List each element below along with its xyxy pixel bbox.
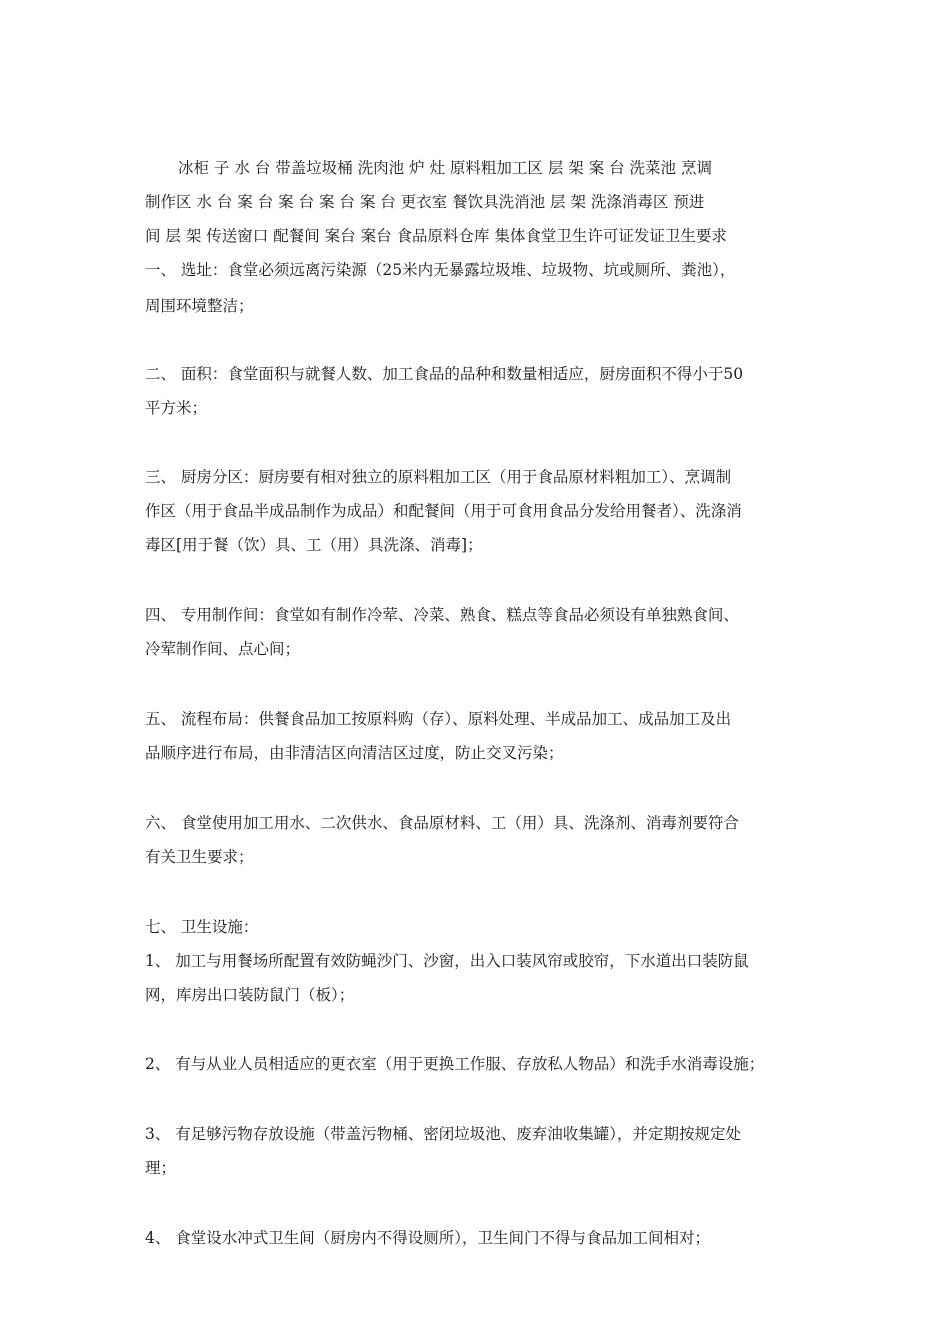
section-6-line-2: 有关卫生要求； [145,848,254,866]
intro-line-3: 间 层 架 传送窗口 配餐间 案台 案台 食品原料仓库 集体食堂卫生许可证发证卫生要求 [145,227,727,245]
section-6-line-1: 六、 食堂使用加工用水、二次供水、食品原材料、工（用）具、洗涤剂、消毒剂要符合 [145,814,739,832]
item-2-line-1: 2、 有与从业人员相适应的更衣室（用于更换工作服、存放私人物品）和洗手水消毒设施； [145,1055,765,1073]
section-2-line-2: 平方米； [145,399,208,417]
item-3-line-1: 3、 有足够污物存放设施（带盖污物桶、密闭垃圾池、废弃油收集罐），并定期按规定处 [145,1125,742,1143]
section-1-line-1: 一、 选址：食堂必须远离污染源（25米内无暴露垃圾堆、垃圾物、坑或厕所、粪池）， [145,261,736,279]
section-4-line-1: 四、 专用制作间：食堂如有制作冷荤、冷菜、熟食、糕点等食品必须设有单独熟食间、 [145,606,739,624]
section-7-heading: 七、 卫生设施： [145,918,259,936]
item-3-line-2: 理； [145,1159,177,1177]
section-4-line-2: 冷荤制作间、点心间； [145,640,301,658]
section-2-line-1: 二、 面积：食堂面积与就餐人数、加工食品的品种和数量相适应，厨房面积不得小于50 [145,365,744,383]
item-4-line-1: 4、 食堂设水冲式卫生间（厨房内不得设厕所），卫生间门不得与食品加工间相对； [145,1229,711,1247]
section-1-line-2: 周围环境整洁； [145,297,254,315]
section-3-line-1: 三、 厨房分区：厨房要有相对独立的原料粗加工区（用于食品原材料粗加工）、烹调制 [145,468,732,486]
section-3-line-3: 毒区[用于餐（饮）具、工（用）具洗涤、消毒]； [145,536,483,554]
section-5-line-1: 五、 流程布局：供餐食品加工按原料购（存）、原料处理、半成品加工、成品加工及出 [145,710,732,728]
intro-line-2: 制作区 水 台 案 台 案 台 案 台 案 台 更衣室 餐饮具洗消池 层 架 洗涤消毒区 预进 [145,193,705,211]
item-1-line-1: 1、 加工与用餐场所配置有效防蝇沙门、沙窗，出入口装风帘或胶帘，下水道出口装防鼠 [145,952,749,970]
section-5-line-2: 品顺序进行布局，由非清洁区向清洁区过度，防止交叉污染； [145,744,564,762]
item-1-line-2: 网，库房出口装防鼠门（板）； [145,986,355,1004]
section-3-line-2: 作区（用于食品半成品制作为成品）和配餐间（用于可食用食品分发给用餐者）、洗涤消 [145,502,742,520]
intro-line-1: 冰柜 子 水 台 带盖垃圾桶 洗肉池 炉 灶 原料粗加工区 层 架 案 台 洗菜池 烹调 [178,159,712,177]
